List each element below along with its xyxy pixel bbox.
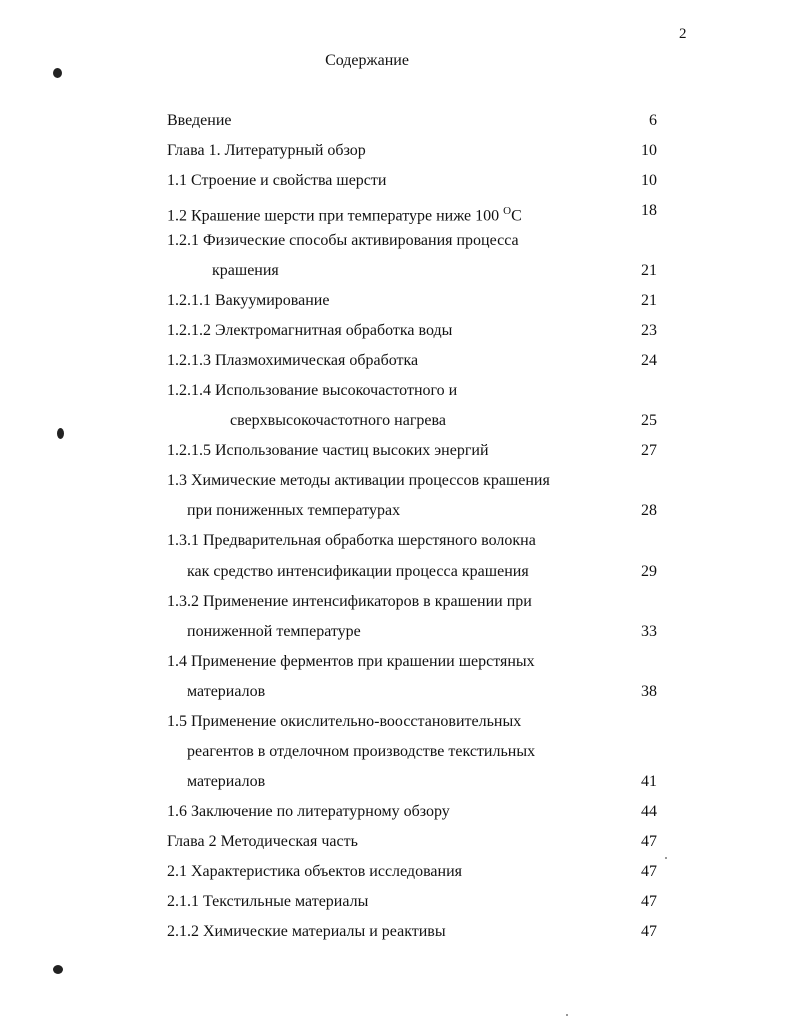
- scan-speck: [665, 857, 667, 859]
- page-number: 2: [679, 26, 687, 42]
- toc-entry: 1.5 Применение окислительно-воосстановительных: [167, 713, 522, 730]
- toc-entry: 1.2.1 Физические способы активирования процесса: [167, 232, 519, 249]
- binding-hole-mark: [57, 428, 64, 439]
- page-title: Содержание: [325, 52, 409, 69]
- toc-entry: 1.2.1.3 Плазмохимическая обработка 24: [167, 352, 657, 369]
- toc-entry: 2.1.2 Химические материалы и реактивы 47: [167, 923, 657, 940]
- toc-entry: 1.1 Строение и свойства шерсти 10: [167, 172, 657, 189]
- toc-entry: 1.3.2 Применение интенсификаторов в крашении при: [167, 593, 532, 610]
- toc-entry: 1.6 Заключение по литературному обзору 44: [167, 803, 657, 820]
- toc-entry: 2.1 Характеристика объектов исследования 47: [167, 863, 657, 880]
- toc-entry-continuation: материалов 38: [187, 683, 657, 700]
- binding-hole-mark: [53, 68, 62, 78]
- toc-entry-continuation: реагентов в отделочном производстве текстильных: [187, 743, 536, 760]
- toc-entry-continuation: пониженной температуре 33: [187, 623, 657, 640]
- toc-entry: 1.2 Крашение шерсти при температуре ниже 100 $^O$C 18: [167, 202, 657, 225]
- binding-hole-mark: [53, 965, 63, 974]
- toc-entry: 1.3 Химические методы активации процессов крашения: [167, 472, 550, 489]
- toc-entry: 1.2.1.2 Электромагнитная обработка воды 23: [167, 322, 657, 339]
- toc-entry: 1.3.1 Предварительная обработка шерстяного волокна: [167, 532, 536, 549]
- scan-speck: [566, 1014, 568, 1016]
- toc-entry: 1.2.1.1 Вакуумирование 21: [167, 292, 657, 309]
- toc-entry-continuation: при пониженных температурах 28: [187, 502, 657, 519]
- toc-entry: Глава 2 Методическая часть 47: [167, 833, 657, 850]
- toc-entry: Введение 6: [167, 112, 657, 129]
- toc-entry-continuation: как средство интенсификации процесса крашения 29: [187, 563, 657, 580]
- toc-entry-continuation: материалов 41: [187, 773, 657, 790]
- toc-entry: 1.2.1.5 Использование частиц высоких энергий 27: [167, 442, 657, 459]
- toc-entry: 1.2.1.4 Использование высокочастотного и: [167, 382, 458, 399]
- degree-superscript: O: [503, 205, 512, 217]
- toc-entry: 1.4 Применение ферментов при крашении шерстяных: [167, 653, 535, 670]
- toc-entry: Глава 1. Литературный обзор 10: [167, 142, 657, 159]
- toc-entry: 2.1.1 Текстильные материалы 47: [167, 893, 657, 910]
- toc-entry-continuation: крашения 21: [212, 262, 657, 279]
- toc-entry-continuation: сверхвысокочастотного нагрева 25: [230, 412, 657, 429]
